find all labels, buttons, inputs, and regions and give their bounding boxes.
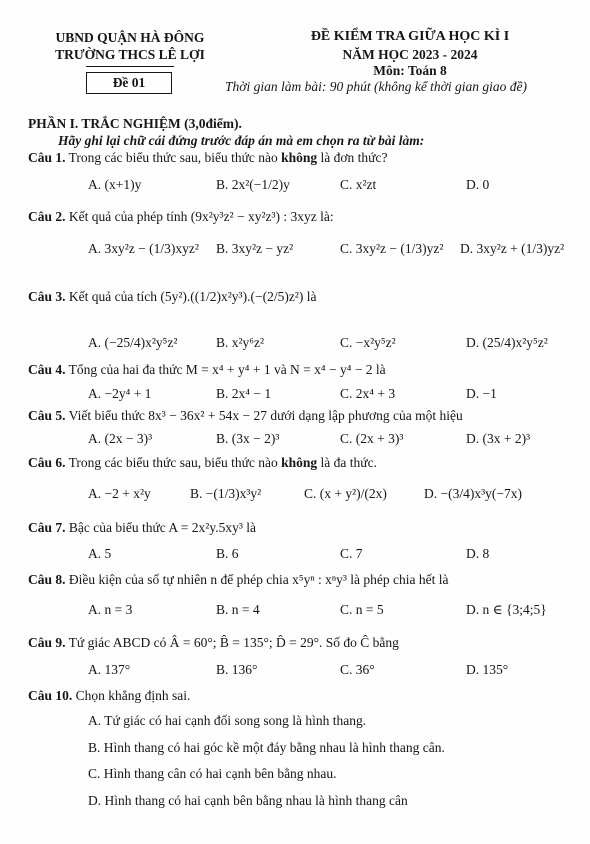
question-text: Điều kiện của số tự nhiên n để phép chia x⁵yⁿ : xⁿy³ là phép chia hết là [68, 572, 449, 587]
q5-option-b[interactable]: B. (3x − 2)³ [216, 431, 280, 446]
question-number: Câu 7. [28, 520, 66, 535]
q7-option-c[interactable]: C. 7 [340, 546, 363, 561]
q7-option-d[interactable]: D. 8 [466, 546, 490, 561]
question-number: Câu 9. [28, 635, 66, 650]
q3-option-b[interactable]: B. x²y⁶z² [216, 335, 265, 350]
question-5 [28, 408, 463, 424]
question-number: Câu 10. [28, 688, 73, 703]
q8-option-a[interactable]: A. n = 3 [88, 602, 133, 617]
question-9 [28, 635, 399, 651]
exam-title: ĐỀ KIỂM TRA GIỮA HỌC KÌ I [310, 29, 510, 44]
q3-option-c[interactable]: C. −x²y⁵z² [340, 335, 396, 350]
question-4 [28, 362, 386, 378]
question-text: Tứ giác ABCD có Â = 60°; B̂ = 135°; D̂ = 29°. Số đo Ĉ bằng [68, 635, 399, 650]
q2-option-b[interactable]: B. 3xy²z − yz² [216, 241, 294, 256]
question-6 [28, 455, 377, 471]
question-8 [28, 572, 448, 588]
q1-option-b[interactable]: B. 2x²(−1/2)y [216, 177, 290, 192]
question-emphasis: không [281, 150, 318, 165]
q1-option-a[interactable]: A. (x+1)y [88, 177, 142, 192]
q3-option-d[interactable]: D. (25/4)x²y⁵z² [466, 335, 548, 350]
question-text: Viết biểu thức 8x³ − 36x² + 54x − 27 dưới dạng lập phương của một hiệu [68, 408, 463, 423]
q1-option-d[interactable]: D. 0 [466, 177, 490, 192]
q5-option-c[interactable]: C. (2x + 3)³ [340, 431, 404, 446]
question-7 [28, 520, 256, 536]
question-number: Câu 3. [28, 289, 66, 304]
q6-option-d[interactable]: D. −(3/4)x³y(−7x) [424, 486, 523, 501]
q8-option-b[interactable]: B. n = 4 [216, 602, 260, 617]
school-name: TRƯỜNG THCS LÊ LỢI [55, 47, 205, 62]
question-text-end: là đa thức. [320, 455, 377, 470]
part1-instruction: Hãy ghi lại chữ cái đứng trước đáp án mà em chọn ra từ bài làm: [58, 133, 425, 148]
question-number: Câu 2. [28, 209, 66, 224]
question-text: Tổng của hai đa thức M = x⁴ + y⁴ + 1 và N = x⁴ − y⁴ − 2 là [68, 362, 386, 377]
question-text: Chọn khẳng định sai. [75, 688, 191, 703]
q7-option-b[interactable]: B. 6 [216, 546, 239, 561]
q8-option-d[interactable]: D. n ∈ {3;4;5} [466, 602, 547, 617]
q2-option-c[interactable]: C. 3xy²z − (1/3)yz² [340, 241, 444, 256]
q10-option-b[interactable]: B. Hình thang có hai góc kề một đáy bằng nhau là hình thang cân. [88, 740, 445, 755]
q6-option-b[interactable]: B. −(1/3)x³y² [190, 486, 262, 501]
question-text: Bậc của biểu thức A = 2x²y.5xy³ là [68, 520, 256, 535]
question-1 [28, 150, 387, 166]
q4-option-d[interactable]: D. −1 [466, 386, 497, 401]
q9-option-a[interactable]: A. 137° [88, 662, 131, 677]
question-emphasis: không [281, 455, 318, 470]
question-text: Trong các biểu thức sau, biểu thức nào [68, 150, 278, 165]
question-number: Câu 1. [28, 150, 66, 165]
question-3 [28, 289, 316, 305]
q6-option-a[interactable]: A. −2 + x²y [88, 486, 151, 501]
time-allowed: Thời gian làm bài: 90 phút (không kể thời gian giao đề) [225, 79, 528, 94]
q8-option-c[interactable]: C. n = 5 [340, 602, 384, 617]
part1-title: PHẦN I. TRẮC NGHIỆM (3,0điểm). [28, 116, 242, 131]
question-number: Câu 5. [28, 408, 66, 423]
q4-option-b[interactable]: B. 2x⁴ − 1 [216, 386, 272, 401]
q4-option-a[interactable]: A. −2y⁴ + 1 [88, 386, 152, 401]
question-text: Kết quả của phép tính (9x²y³z² − xy²z³) : 3xyz là: [68, 209, 334, 224]
q4-option-c[interactable]: C. 2x⁴ + 3 [340, 386, 396, 401]
header-divider [86, 66, 174, 67]
q2-option-d[interactable]: D. 3xy²z + (1/3)yz² [460, 241, 565, 256]
q7-option-a[interactable]: A. 5 [88, 546, 112, 561]
subject: Môn: Toán 8 [373, 63, 447, 78]
q10-option-d[interactable]: D. Hình thang có hai cạnh bên bằng nhau là hình thang cân [88, 793, 408, 808]
exam-code: Đề 01 [86, 72, 172, 94]
question-number: Câu 4. [28, 362, 66, 377]
q3-option-a[interactable]: A. (−25/4)x²y⁵z² [88, 335, 178, 350]
q9-option-d[interactable]: D. 135° [466, 662, 509, 677]
question-number: Câu 8. [28, 572, 66, 587]
q10-option-c[interactable]: C. Hình thang cân có hai cạnh bên bằng nhau. [88, 766, 337, 781]
question-2 [28, 209, 334, 225]
department-name: UBND QUẬN HÀ ĐÔNG [55, 30, 205, 45]
question-text: Trong các biểu thức sau, biểu thức nào [68, 455, 278, 470]
school-year: NĂM HỌC 2023 - 2024 [342, 47, 478, 62]
q9-option-c[interactable]: C. 36° [340, 662, 375, 677]
q5-option-a[interactable]: A. (2x − 3)³ [88, 431, 153, 446]
q2-option-a[interactable]: A. 3xy²z − (1/3)xyz² [88, 241, 199, 256]
q10-option-a[interactable]: A. Tứ giác có hai cạnh đối song song là hình thang. [88, 713, 367, 728]
q1-option-c[interactable]: C. x²zt [340, 177, 377, 192]
question-10 [28, 688, 190, 704]
q6-option-c[interactable]: C. (x + y²)/(2x) [304, 486, 387, 501]
question-text: Kết quả của tích (5y²).((1/2)x²y³).(−(2/5)z²) là [68, 289, 317, 304]
q9-option-b[interactable]: B. 136° [216, 662, 258, 677]
question-text-end: là đơn thức? [320, 150, 388, 165]
q5-option-d[interactable]: D. (3x + 2)³ [466, 431, 531, 446]
question-number: Câu 6. [28, 455, 66, 470]
